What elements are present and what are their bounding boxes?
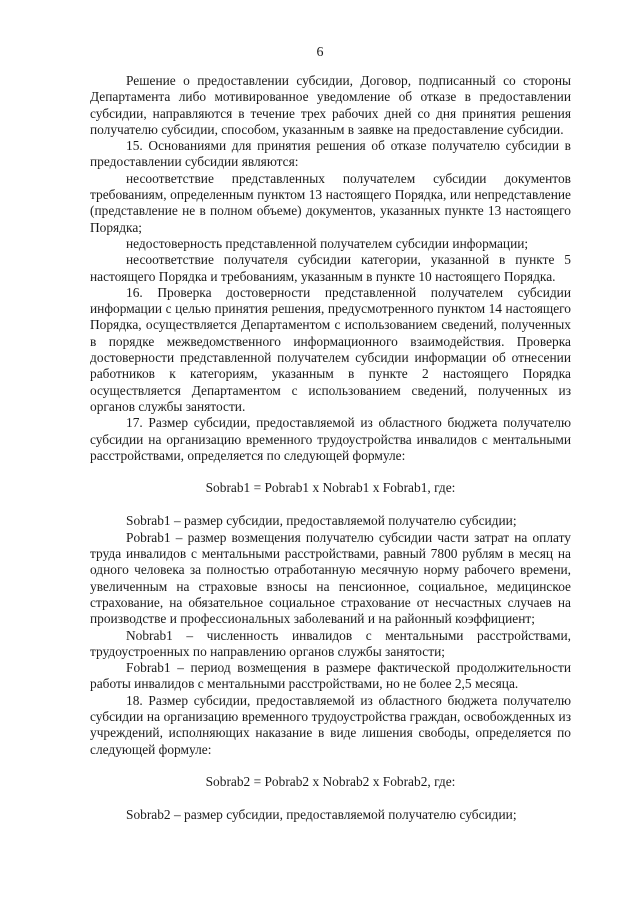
paragraph-15-refusal-grounds: 15. Основаниями для принятия решения об отказе получателю субсидии в предоставлении субсидии являются: — [90, 138, 571, 170]
paragraph-17-subsidy-size: 17. Размер субсидии, предоставляемой из областного бюджета получателю субсидии на организацию временного трудоустройства инвалидов с ментальными расстройствами, определяется по следующей формуле: — [90, 415, 571, 463]
definition-pobrab1: Pobrab1 – размер возмещения получателю субсидии части затрат на оплату труда инвалидов с ментальными расстройствами, равный 7800 рублям в месяц на одного человека за полностью отработанную месячную норму рабочего времени, увеличенным на страховые взносы на пенсионное, социальное, медицинское страхование, на обязательное социальное страхование от несчастных случаев на производстве и профессиональных заболеваний и на районный коэффициент; — [90, 529, 571, 627]
paragraph-16-verification: 16. Проверка достоверности представленной получателем субсидии информации с целью принятия решения, предусмотренного пунктом 14 настоящего Порядка, осуществляется Департаментом с использованием сведений, полученных в порядке межведомственного информационного взаимодействия. Проверка достоверности представленной получателем субсидии информации об отнесении работников к категориям, указанным в пункте 2 настоящего Порядка осуществляется Департаментом с использованием сведений, полученных из органов службы занятости. — [90, 284, 571, 414]
definition-fobrab1: Fobrab1 – период возмещения в размере фактической продолжительности работы инвалидов с ментальными расстройствами, но не более 2,5 месяца. — [90, 660, 571, 692]
page-number: 6 — [316, 45, 324, 60]
definition-nobrab1: Nobrab1 – численность инвалидов с ментальными расстройствами, трудоустроенных по направлению органов службы занятости; — [90, 627, 571, 659]
paragraph-decision-notice: Решение о предоставлении субсидии, Договор, подписанный со стороны Департамента либо мотивированное уведомление об отказе в предоставлении субсидии, направляются в течение трех рабочих дней со дня принятия решения получателю субсидии, способом, указанным в заявке на предоставление субсидии. — [90, 73, 571, 137]
formula-sobrab2: Sobrab2 = Pobrab2 x Nobrab2 x Fobrab2, где: — [205, 773, 456, 789]
formula-sobrab1: Sobrab1 = Pobrab1 x Nobrab1 x Fobrab1, где: — [205, 480, 456, 496]
paragraph-refusal-documents: несоответствие представленных получателем субсидии документов требованиям, определенным пунктом 13 настоящего Порядка, или непредставление (представление не в полном объеме) документов, указанных пункте 13 настоящего Порядка; — [90, 170, 571, 235]
document-body — [90, 73, 571, 823]
paragraph-refusal-unreliable-info: недостоверность представленной получателем субсидии информации; — [126, 235, 529, 251]
paragraph-refusal-category: несоответствие получателя субсидии категории, указанной в пункте 5 настоящего Порядка и требованиям, указанным в пункте 10 настоящего Порядка. — [90, 252, 571, 284]
paragraph-18-subsidy-size: 18. Размер субсидии, предоставляемой из областного бюджета получателю субсидии на организацию временного трудоустройства граждан, освобожденных из учреждений, исполняющих наказание в виде лишения свободы, определяется по следующей формуле: — [90, 692, 571, 757]
definition-sobrab1: Sobrab1 – размер субсидии, предоставляемой получателю субсидии; — [126, 513, 517, 529]
definition-sobrab2: Sobrab2 – размер субсидии, предоставляемой получателю субсидии; — [126, 807, 517, 823]
